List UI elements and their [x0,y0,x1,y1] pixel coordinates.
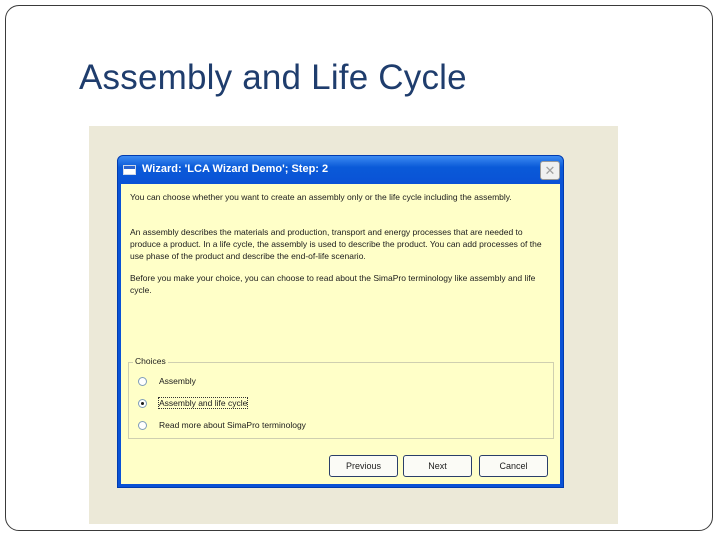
dialog-titlebar[interactable] [118,156,563,184]
option-assembly-label[interactable]: Assembly [159,376,196,386]
slide-title: Assembly and Life Cycle [79,58,467,97]
cancel-button[interactable]: Cancel [479,455,548,477]
choices-group [128,356,554,439]
assembly-description-text: An assembly describes the materials and production, transport and energy processes that are needed to produce a product. In a life cycle, the assembly is used to describe the product. You can add processes of the use phase of the product and describe the end-of-life scenario. [130,227,542,261]
intro-text: You can choose whether you want to create an assembly only or the life cycle including the assembly. [130,192,512,202]
dialog-title: Wizard: 'LCA Wizard Demo'; Step: 2 [142,163,329,175]
next-button[interactable]: Next [403,455,472,477]
dialog-body [121,184,560,484]
option-read-more-label[interactable]: Read more about SimaPro terminology [159,420,306,430]
window-icon [123,165,136,175]
terminology-text: Before you make your choice, you can choose to read about the SimaPro terminology like assembly and life cycle. [130,273,536,295]
radio-assembly-and-life-cycle[interactable] [138,399,147,408]
wizard-dialog [117,155,564,488]
close-icon[interactable]: ✕ [540,161,560,180]
radio-assembly[interactable] [138,377,147,386]
previous-button[interactable]: Previous [329,455,398,477]
option-assembly-and-life-cycle-label[interactable]: Assembly and life cycle [159,398,248,408]
choices-legend: Choices [135,356,166,366]
radio-read-more[interactable] [138,421,147,430]
